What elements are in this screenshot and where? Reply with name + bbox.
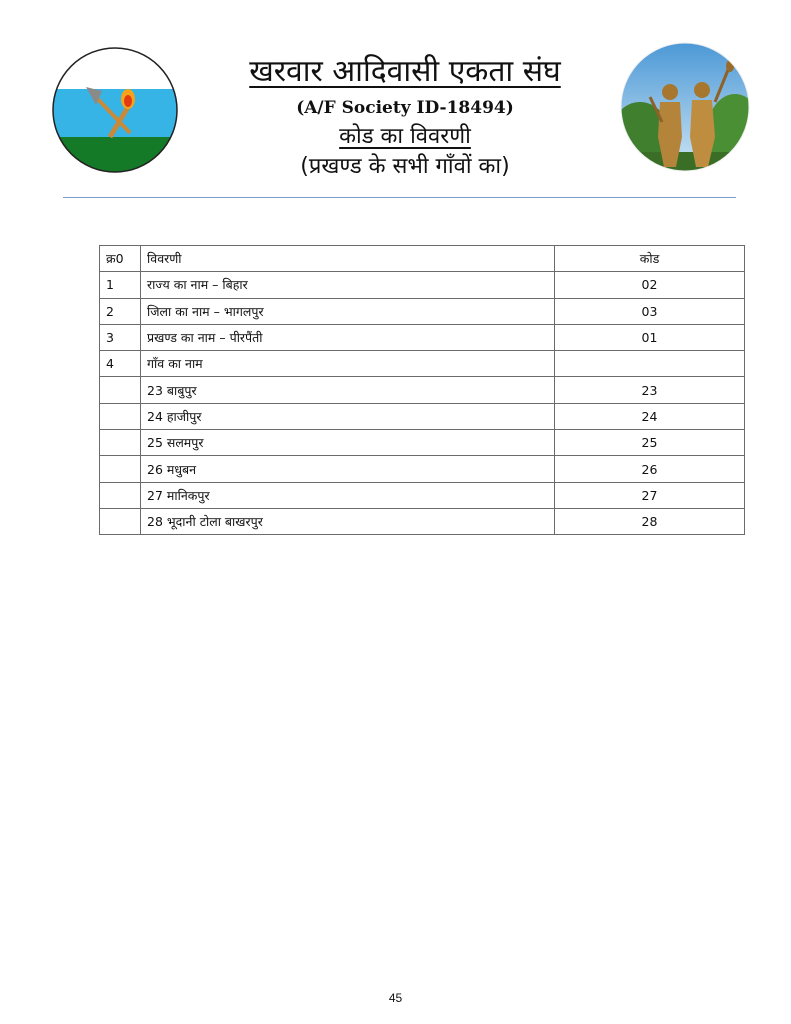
- header-divider: [63, 197, 736, 198]
- row-description: प्रखण्ड का नाम – पीरपैंती: [141, 324, 555, 350]
- row-code: 24: [555, 403, 745, 429]
- table-row: [100, 377, 745, 403]
- warrior-statues-photo: [620, 42, 750, 172]
- row-description: 25 सलमपुर: [141, 430, 555, 456]
- flag-emblem-logo: [52, 47, 178, 173]
- row-serial: [100, 508, 141, 534]
- document-subtitle: कोड का विवरणी: [339, 124, 471, 149]
- table-row: [100, 403, 745, 429]
- row-code: 01: [555, 324, 745, 350]
- table-row: [100, 508, 745, 534]
- row-serial: [100, 482, 141, 508]
- row-serial: 1: [100, 272, 141, 298]
- organization-title: खरवार आदिवासी एकता संघ: [249, 54, 561, 89]
- header-serial: क्र0: [100, 246, 141, 272]
- row-code: 23: [555, 377, 745, 403]
- row-code: 02: [555, 272, 745, 298]
- row-code: 03: [555, 298, 745, 324]
- row-serial: [100, 403, 141, 429]
- row-serial: 2: [100, 298, 141, 324]
- row-code: 25: [555, 430, 745, 456]
- row-code: [555, 351, 745, 377]
- row-description: गाँव का नाम: [141, 351, 555, 377]
- row-description: जिला का नाम – भागलपुर: [141, 298, 555, 324]
- table-row: [100, 351, 745, 377]
- row-description: 24 हाजीपुर: [141, 403, 555, 429]
- row-serial: 3: [100, 324, 141, 350]
- table-row: [100, 482, 745, 508]
- row-description: राज्य का नाम – बिहार: [141, 272, 555, 298]
- table-row: [100, 430, 745, 456]
- row-description: 26 मधुबन: [141, 456, 555, 482]
- header-code: कोड: [555, 246, 745, 272]
- row-code: 26: [555, 456, 745, 482]
- code-table: [99, 245, 745, 535]
- row-description: 27 मानिकपुर: [141, 482, 555, 508]
- document-subtitle-detail: (प्रखण्ड के सभी गाँवों का): [300, 154, 510, 179]
- row-serial: [100, 430, 141, 456]
- table-row: [100, 324, 745, 350]
- row-serial: [100, 456, 141, 482]
- row-code: 27: [555, 482, 745, 508]
- table-header-row: [100, 246, 745, 272]
- table-row: [100, 456, 745, 482]
- row-serial: 4: [100, 351, 141, 377]
- table-row: [100, 272, 745, 298]
- row-serial: [100, 377, 141, 403]
- header-description: विवरणी: [141, 246, 555, 272]
- row-code: 28: [555, 508, 745, 534]
- row-description: 28 भूदानी टोला बाखरपुर: [141, 508, 555, 534]
- row-description: 23 बाबुपुर: [141, 377, 555, 403]
- society-id: (A/F Society ID-18494): [296, 98, 514, 118]
- page-number: 45: [388, 991, 403, 1005]
- table-row: [100, 298, 745, 324]
